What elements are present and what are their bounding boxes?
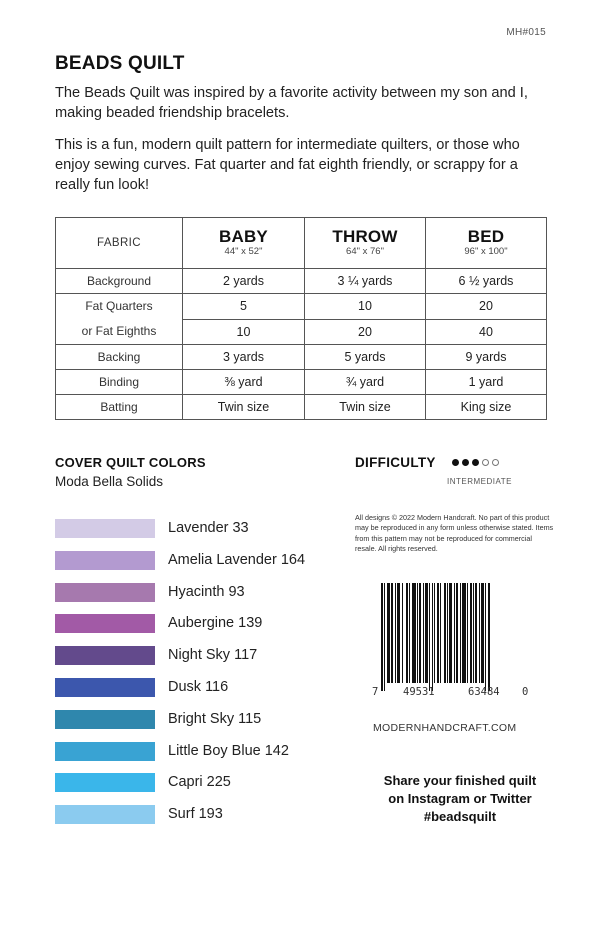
intro-paragraph-2: This is a fun, modern quilt pattern for intermediate quilters, or those who enjoy sewing curves. Fat quarter and fat eighth friendly, or scrappy for a really fun look!	[55, 137, 520, 193]
barcode-digit: 49531	[403, 686, 435, 698]
share-callout	[355, 772, 565, 826]
filled-dot-icon	[452, 459, 459, 466]
color-name: Lavender 33	[168, 520, 249, 536]
color-name: Bright Sky 115	[168, 710, 262, 727]
table-header-row	[56, 218, 547, 269]
copyright-notice: All designs © 2022 Modern Handcraft. No part of this product may be reproduced in any form unless otherwise stated. Items from this pattern may not be reproduced for commercial resale. All rights reserved.	[355, 513, 554, 554]
color-swatch-item	[55, 710, 355, 730]
color-swatch	[55, 551, 155, 570]
row-label	[56, 294, 183, 345]
row-label-line-2: or Fat Eighths	[81, 324, 157, 338]
color-swatch	[55, 678, 155, 697]
page-title: BEADS QUILT	[55, 53, 185, 74]
website-link[interactable]: MODERNHANDCRAFT.COM	[373, 722, 517, 734]
row-label: Backing	[56, 345, 183, 370]
barcode-bar	[488, 583, 490, 691]
table-cell: 3 ¼ yards	[305, 269, 426, 294]
color-swatch	[55, 742, 155, 761]
color-name: Surf 193	[168, 806, 223, 823]
table-cell: 20	[426, 294, 547, 320]
barcode	[372, 583, 532, 703]
row-label: Background	[56, 269, 183, 294]
color-name: Little Boy Blue 142	[168, 742, 289, 759]
table-row	[56, 395, 547, 420]
barcode-bars	[381, 583, 490, 683]
table-cell: 2 yards	[183, 269, 305, 294]
filled-dot-icon	[472, 459, 479, 466]
table-cell: 3 yards	[183, 345, 305, 370]
difficulty-level: INTERMEDIATE	[447, 477, 512, 486]
size-name: BED	[467, 227, 505, 246]
table-row	[56, 269, 547, 294]
share-line-2: on Instagram or Twitter	[388, 791, 532, 806]
size-header-bed	[426, 218, 547, 269]
difficulty-label: DIFFICULTY	[355, 455, 436, 470]
size-name: BABY	[219, 227, 268, 246]
table-cell: 5	[183, 294, 305, 320]
color-swatch-item	[55, 646, 355, 666]
row-label-line-1: Fat Quarters	[85, 299, 153, 313]
color-swatch-item	[55, 773, 355, 793]
color-swatch	[55, 614, 155, 633]
pattern-code: MH#015	[506, 27, 546, 38]
color-swatch	[55, 646, 155, 665]
color-name: Amelia Lavender 164	[168, 551, 306, 568]
color-swatch-item	[55, 551, 355, 571]
table-row	[56, 370, 547, 395]
empty-dot-icon	[492, 459, 499, 466]
color-swatch-item	[55, 805, 355, 825]
color-swatch	[55, 805, 155, 824]
size-header-baby	[183, 218, 305, 269]
color-swatch-item	[55, 678, 355, 698]
fabric-requirements-table	[55, 217, 547, 420]
size-dims: 44" x 52"	[224, 246, 263, 257]
table-cell: ¾ yard	[305, 370, 426, 395]
color-swatch	[55, 583, 155, 602]
barcode-digit: 0	[522, 686, 529, 698]
color-swatch-item	[55, 614, 355, 634]
table-cell: Twin size	[305, 395, 426, 420]
color-swatch	[55, 773, 155, 792]
table-cell: 9 yards	[426, 345, 547, 370]
size-name: THROW	[332, 227, 398, 246]
table-cell: 40	[426, 319, 547, 345]
colors-subheading: Moda Bella Solids	[55, 474, 164, 489]
color-swatch	[55, 710, 155, 729]
filled-dot-icon	[462, 459, 469, 466]
size-header-throw	[305, 218, 426, 269]
share-hashtag: #beadsquilt	[423, 809, 497, 824]
difficulty-rating	[452, 457, 499, 466]
table-cell: 6 ½ yards	[426, 269, 547, 294]
table-cell: 20	[305, 319, 426, 345]
row-label: Binding	[56, 370, 183, 395]
row-label: Batting	[56, 395, 183, 420]
share-line-1: Share your finished quilt	[383, 773, 537, 788]
color-name: Hyacinth 93	[168, 583, 245, 600]
barcode-digit: 7	[372, 686, 379, 698]
table-cell: 10	[183, 319, 305, 345]
color-swatch-item	[55, 519, 355, 539]
colors-heading: COVER QUILT COLORS	[55, 455, 206, 470]
table-cell: 1 yard	[426, 370, 547, 395]
color-swatch-item	[55, 583, 355, 603]
table-row	[56, 345, 547, 370]
table-cell: ⅜ yard	[183, 370, 305, 395]
size-dims: 96" x 100"	[464, 246, 508, 257]
color-name: Night Sky 117	[168, 647, 258, 664]
barcode-digit: 63484	[468, 686, 500, 698]
intro	[55, 83, 555, 207]
color-swatch-item	[55, 742, 355, 762]
color-name: Dusk 116	[168, 679, 229, 695]
fabric-header: FABRIC	[56, 218, 183, 269]
table-cell: 10	[305, 294, 426, 320]
empty-dot-icon	[482, 459, 489, 466]
intro-paragraph-1: The Beads Quilt was inspired by a favorite activity between my son and I, making beaded friendship bracelets.	[55, 85, 528, 121]
color-swatch	[55, 519, 155, 538]
size-dims: 64" x 76"	[346, 246, 384, 257]
table-cell: King size	[426, 395, 547, 420]
color-name: Capri 225	[168, 774, 231, 791]
table-row	[56, 294, 547, 320]
table-cell: Twin size	[183, 395, 305, 420]
color-name: Aubergine 139	[168, 615, 263, 632]
table-cell: 5 yards	[305, 345, 426, 370]
